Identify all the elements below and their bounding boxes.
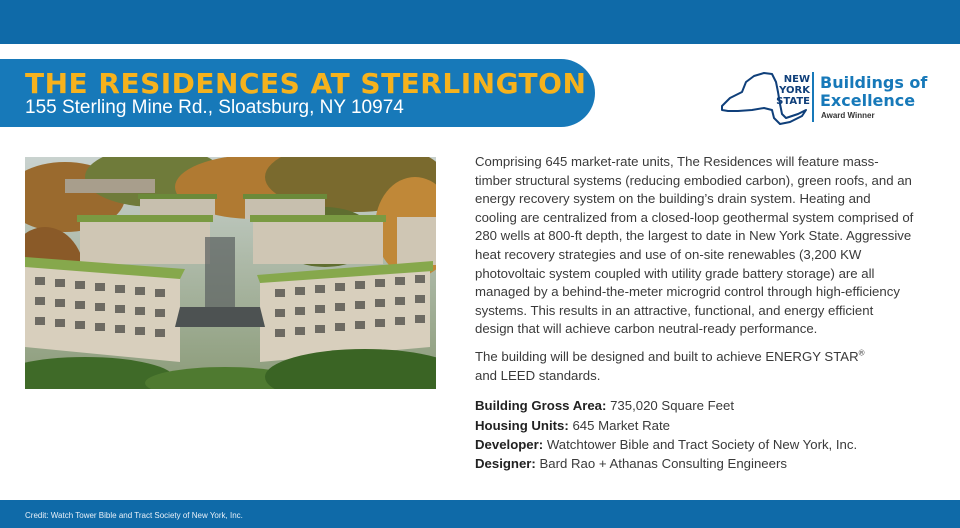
buildings-of-excellence-logo xyxy=(716,70,926,126)
top-bar xyxy=(0,0,960,44)
detail-value: Bard Rao + Athanas Consulting Engineers xyxy=(539,456,787,472)
description-paragraph-2 xyxy=(475,348,915,385)
award-winner-label: Award Winner xyxy=(821,111,875,120)
image-credit: Credit: Watch Tower Bible and Tract Society of New York, Inc. xyxy=(25,511,243,520)
detail-developer xyxy=(475,435,915,454)
address-subtitle: 155 Sterling Mine Rd., Sloatsburg, NY 10974 xyxy=(25,97,404,118)
detail-label: Designer: xyxy=(475,456,536,472)
detail-designer xyxy=(475,454,915,473)
description-paragraph-1: Comprising 645 market-rate units, The Residences will feature mass-timber structural systems (reducing embodied carbon), green roofs, and an energy recovery system on the building’s drain system. Heating and cooling are centralized from a closed-loop geothermal system comprised of 280 wells at 800-ft depth, the largest to date in New York State. Aggressive heat recovery strategies and use of on-site renewables (3,200 KW photovoltaic system coupled with utility grade battery storage) are all managed by a behind-the-meter microgrid control through high-efficiency systems. This results in an attractive, functional, and energy efficient design that will achieve carbon neutral-ready performance. xyxy=(475,154,914,337)
award-title-line-1: Buildings of xyxy=(820,73,928,92)
detail-value: Watchtower Bible and Tract Society of New York, Inc. xyxy=(546,436,858,452)
state-line-3: STATE xyxy=(776,96,810,107)
logo-divider xyxy=(812,72,814,122)
award-title-line-2: Excellence xyxy=(820,91,916,110)
detail-label: Housing Units: xyxy=(475,417,569,433)
new-york-state-wordmark xyxy=(766,74,810,107)
detail-housing-units xyxy=(475,416,915,435)
state-line-1: NEW xyxy=(783,74,810,85)
detail-value: 645 Market Rate xyxy=(572,417,670,433)
detail-label: Developer: xyxy=(475,436,544,452)
building-rendering-image xyxy=(25,157,436,389)
detail-value: 735,020 Square Feet xyxy=(610,398,734,414)
award-program-title xyxy=(820,74,930,110)
paragraph-2-continuation: and LEED standards. xyxy=(475,367,601,383)
page-title: THE RESIDENCES AT STERLINGTON xyxy=(25,67,587,100)
registered-mark: ® xyxy=(858,348,865,358)
paragraph-2-text: The building will be designed and built to achieve ENERGY STAR xyxy=(475,348,859,364)
detail-label: Building Gross Area: xyxy=(475,398,607,414)
project-description xyxy=(475,153,915,474)
detail-gross-area xyxy=(475,396,915,415)
project-details-list xyxy=(475,396,915,474)
state-line-2: YORK xyxy=(779,85,810,96)
